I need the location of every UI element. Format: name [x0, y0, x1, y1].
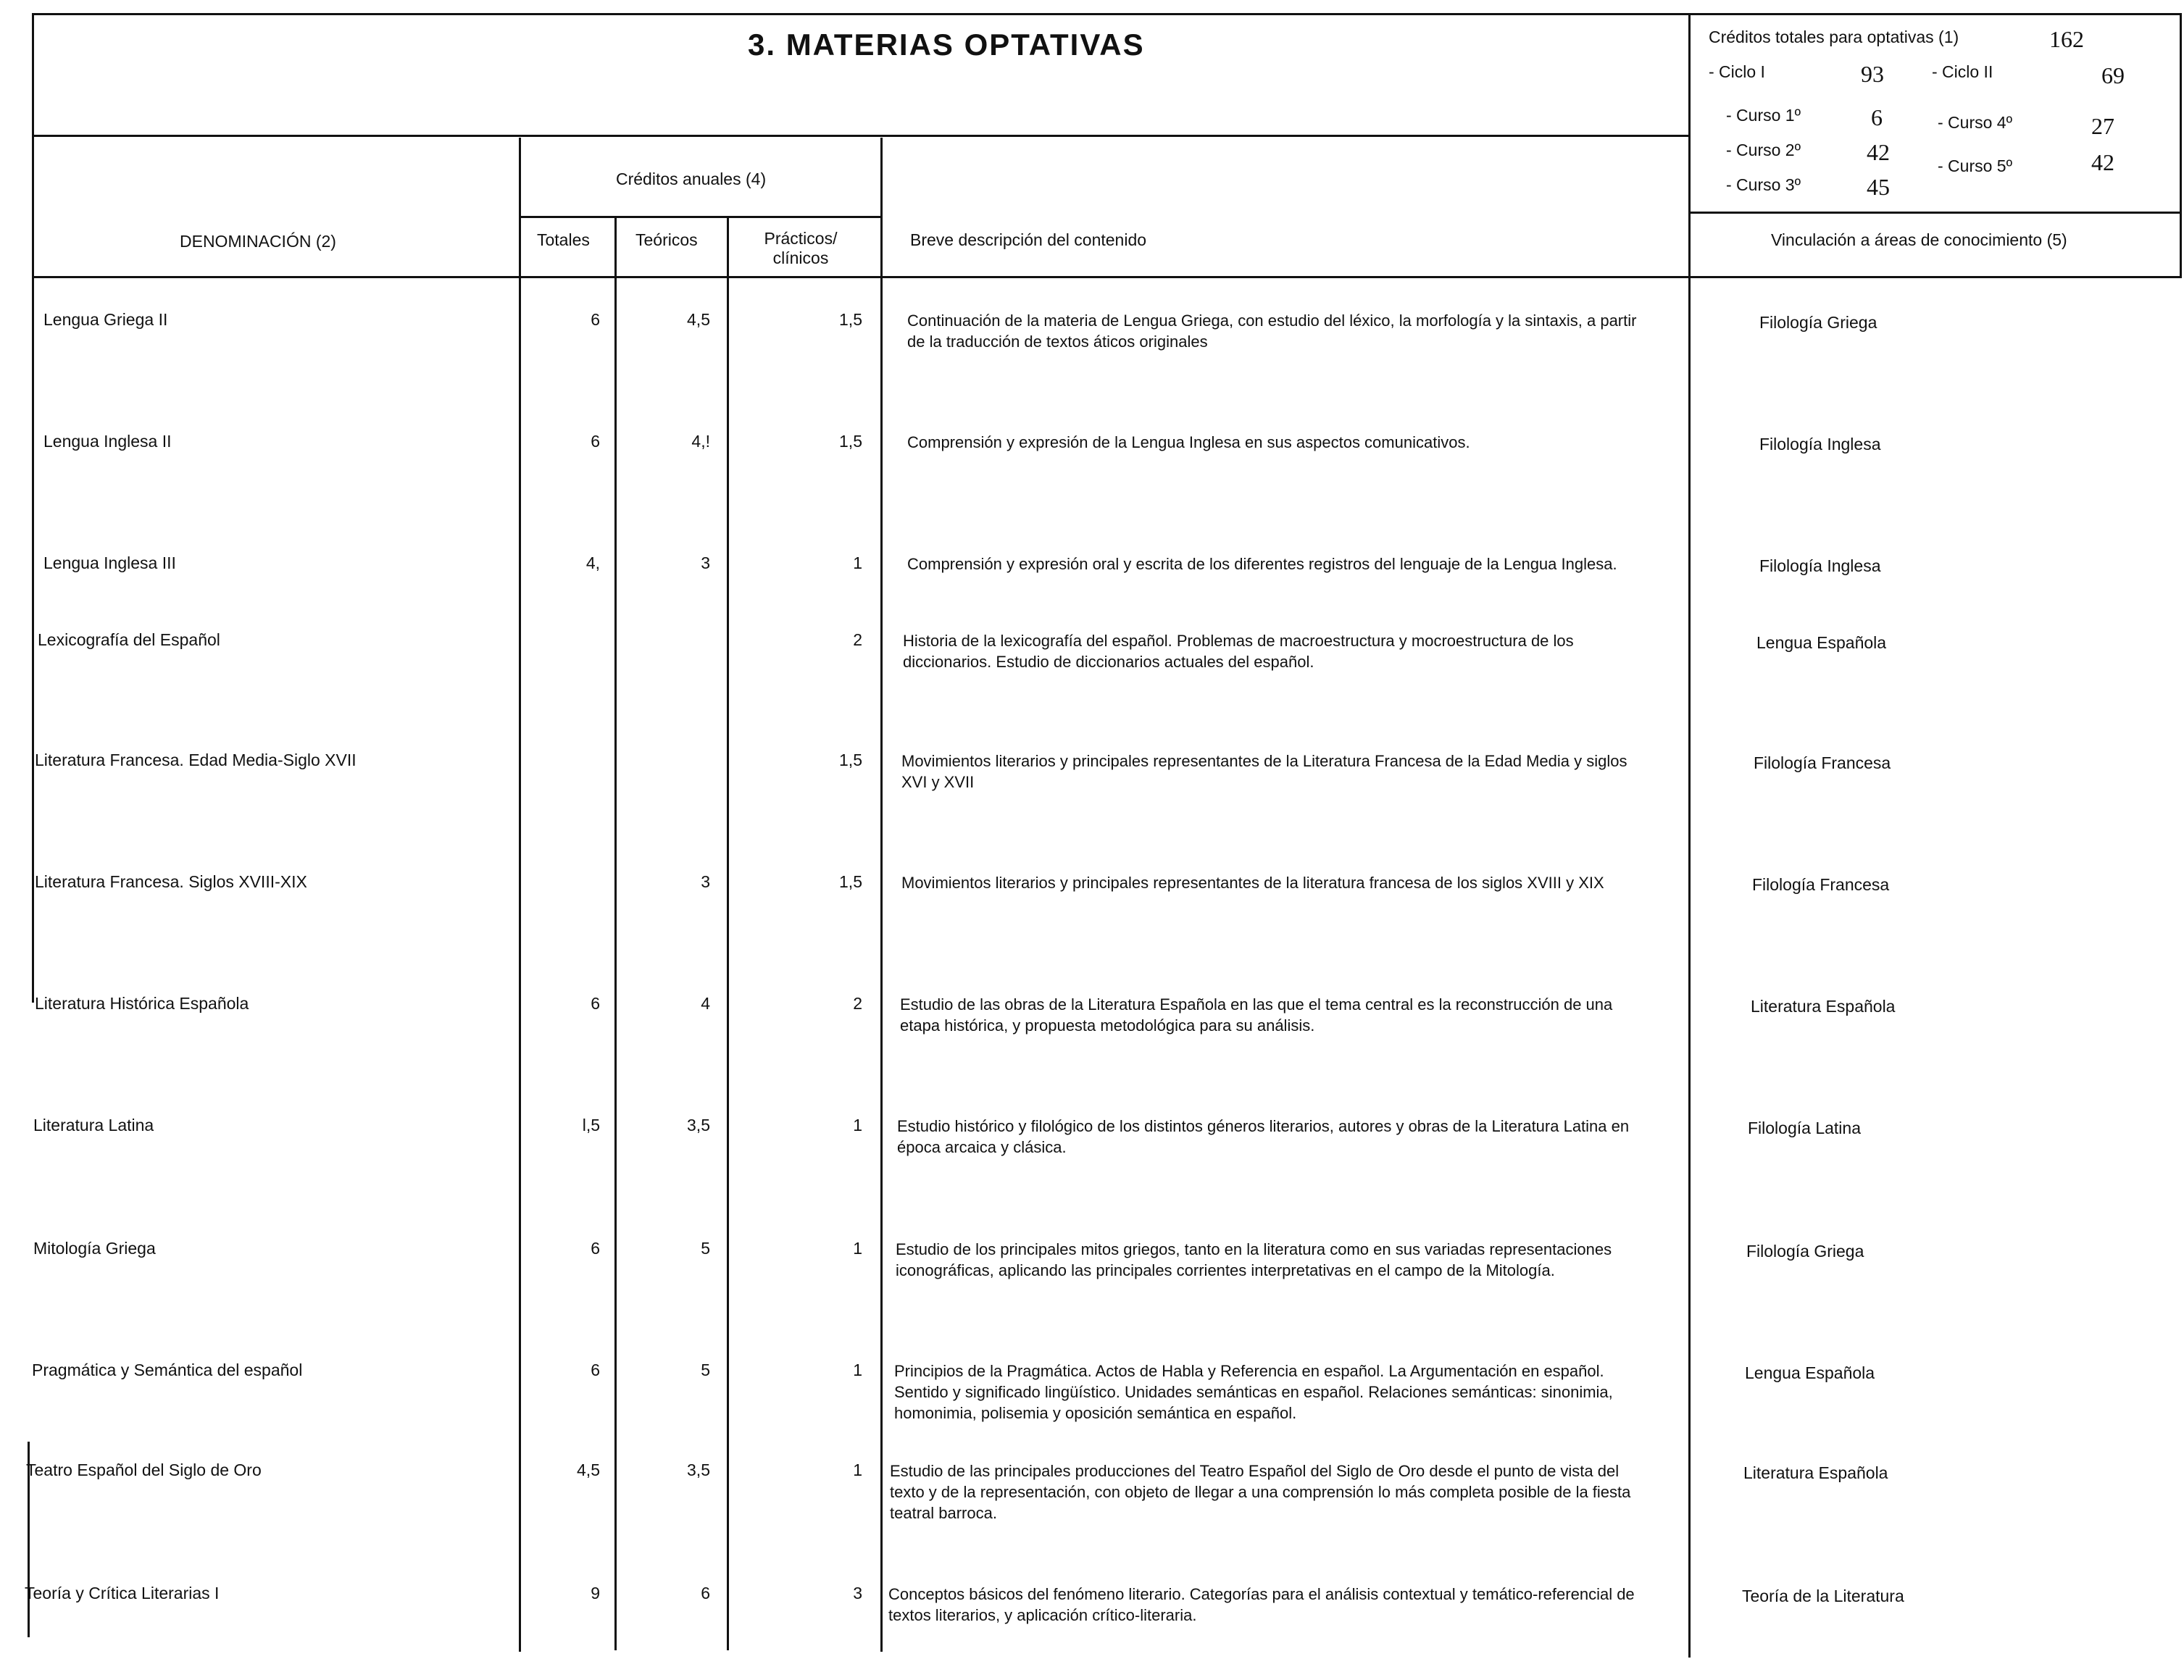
subject-description: Comprensión y expresión de la Lengua Inglesa en sus aspectos comunicativos.: [907, 433, 1470, 451]
curso5-label: - Curso 5º: [1938, 156, 2012, 175]
subject-name: Teoría y Crítica Literarias I: [25, 1584, 220, 1602]
curso2-value: 42: [1867, 139, 1890, 165]
curso4-value: 27: [2091, 113, 2114, 139]
header-bottom-line: [32, 276, 2181, 278]
header-descripcion: Breve descripción del contenido: [910, 230, 1147, 249]
subject-name: Teatro Español del Siglo de Oro: [26, 1460, 262, 1479]
header-creditos-anuales: Créditos anuales (4): [616, 170, 767, 188]
page-title: 3. MATERIAS OPTATIVAS: [748, 28, 1145, 62]
col-line-teoricos: [727, 216, 729, 1650]
curso2-label: - Curso 2º: [1726, 141, 1801, 159]
knowledge-area: Literatura Española: [1743, 1463, 1888, 1482]
curso1-label: - Curso 1º: [1726, 106, 1801, 125]
subject-description: Continuación de la materia de Lengua Griega, con estudio del léxico, la morfología y la sintaxis, a partir de la traducción de textos áticos originales: [907, 312, 1637, 351]
credits-practicos: 2: [853, 994, 862, 1013]
credits-teoricos: 5: [701, 1361, 710, 1379]
credits-totales: l,5: [582, 1116, 600, 1134]
credits-teoricos: 4,!: [691, 432, 710, 451]
knowledge-area: Filología Francesa: [1752, 875, 1890, 894]
subject-name: Literatura Histórica Española: [35, 994, 249, 1013]
subject-description: Conceptos básicos del fenómeno literario. Categorías para el análisis contextual y temático-referencial de textos literarios, y aplicación crítico-literaria.: [888, 1585, 1635, 1624]
knowledge-area: Filología Griega: [1759, 313, 1877, 332]
credits-teoricos: 3,5: [687, 1460, 710, 1479]
creditos-sub-line: [520, 216, 883, 218]
subject-description: Estudio de las principales producciones del Teatro Español del Siglo de Oro desde el punto de vista del texto y de la representación, con objeto de llegar a una comprensión lo más completa posible de la fiesta teatral barroca.: [890, 1462, 1631, 1522]
credits-teoricos: 4,5: [687, 310, 710, 329]
curso4-label: - Curso 4º: [1938, 113, 2012, 132]
credits-teoricos: 3: [701, 553, 710, 572]
subject-name: Literatura Francesa. Edad Media-Siglo XVII: [35, 751, 357, 769]
subject-description: Estudio histórico y filológico de los distintos géneros literarios, autores y obras de la Literatura Latina en época arcaica y clásica.: [897, 1117, 1630, 1156]
credits-totales: 6: [591, 310, 600, 329]
frame-top: [32, 13, 2181, 15]
col-line-totales: [614, 216, 617, 1650]
credits-practicos: 1: [853, 1460, 862, 1479]
credits-practicos: 1: [853, 1239, 862, 1258]
header-top-line: [32, 135, 1690, 137]
credits-practicos: 1,5: [839, 310, 862, 329]
divider-summary-box: [1688, 13, 1691, 1658]
subject-description: Movimientos literarios y principales representantes de la literatura francesa de los siglos XVIII y XIX: [901, 874, 1604, 892]
subject-description: Historia de la lexicografía del español. Problemas de macroestructura y mocroestructura de los diccionarios. Estudio de diccionarios actuales del español.: [903, 632, 1574, 671]
subject-name: Literatura Francesa. Siglos XVIII-XIX: [35, 872, 307, 891]
subject-description: Comprensión y expresión oral y escrita de los diferentes registros del lenguaje de la Lengua Inglesa.: [907, 555, 1617, 573]
subject-name: Mitología Griega: [33, 1239, 156, 1258]
left-edge-body: [32, 278, 34, 1003]
credits-practicos: 1,5: [839, 432, 862, 451]
header-practicos: Prácticos/ clínicos: [764, 229, 838, 267]
knowledge-area: Lengua Española: [1756, 633, 1887, 652]
subject-name: Literatura Latina: [33, 1116, 154, 1134]
credits-practicos: 3: [853, 1584, 862, 1602]
knowledge-area: Filología Inglesa: [1759, 435, 1881, 454]
ciclo2-value: 69: [2101, 62, 2125, 88]
subject-name: Lengua Griega II: [43, 310, 168, 329]
subject-name: Pragmática y Semántica del español: [32, 1361, 303, 1379]
knowledge-area: Filología Inglesa: [1759, 556, 1881, 575]
knowledge-area: Literatura Española: [1751, 997, 1896, 1016]
ciclo2-label: - Ciclo II: [1932, 62, 1993, 81]
header-totales: Totales: [537, 230, 590, 249]
header-teoricos: Teóricos: [635, 230, 698, 249]
subject-description: Estudio de los principales mitos griegos, tanto en la literatura como en sus variadas representaciones iconográficas, aplicando las principales corrientes interpretativas en el campo de la Mitología.: [896, 1240, 1612, 1279]
knowledge-area: Filología Latina: [1748, 1119, 1861, 1137]
knowledge-area: Teoría de la Literatura: [1742, 1587, 1904, 1605]
curso1-value: 6: [1871, 104, 1883, 130]
knowledge-area: Filología Francesa: [1754, 753, 1891, 772]
credits-totales: 6: [591, 432, 600, 451]
subject-description: Movimientos literarios y principales representantes de la Literatura Francesa de la Edad Media y siglos XVI y XVII: [901, 752, 1627, 791]
header-denominacion: DENOMINACIÓN (2): [180, 232, 336, 251]
subject-name: Lexicografía del Español: [38, 630, 220, 649]
frame-right: [2180, 13, 2182, 278]
credits-practicos: 1,5: [839, 751, 862, 769]
col-line-name: [519, 138, 521, 1652]
frame-left: [32, 13, 34, 278]
credits-teoricos: 5: [701, 1239, 710, 1258]
credits-practicos: 1: [853, 553, 862, 572]
credits-teoricos: 3,5: [687, 1116, 710, 1134]
subject-description: Principios de la Pragmática. Actos de Habla y Referencia en español. La Argumentación en español. Sentido y significado lingüístico. Unidades semánticas en español. Relaciones semánticas: sinonimia, homonimia, polisemia y oposición semántica en español.: [894, 1362, 1613, 1422]
credits-teoricos: 4: [701, 994, 710, 1013]
credits-totales: 6: [591, 1239, 600, 1258]
subject-name: Lengua Inglesa III: [43, 553, 176, 572]
summary-bottom-line: [1688, 212, 2181, 214]
credits-practicos: 1: [853, 1361, 862, 1379]
credits-totales: 6: [591, 994, 600, 1013]
total-credits-label: Créditos totales para optativas (1): [1709, 28, 1959, 46]
curso5-value: 42: [2091, 149, 2114, 175]
credits-practicos: 1,5: [839, 872, 862, 891]
knowledge-area: Lengua Española: [1745, 1363, 1875, 1382]
knowledge-area: Filología Griega: [1746, 1242, 1864, 1261]
total-credits-value: 162: [2049, 26, 2084, 52]
credits-totales: 6: [591, 1361, 600, 1379]
credits-totales: 4,5: [577, 1460, 600, 1479]
credits-teoricos: 6: [701, 1584, 710, 1602]
subject-description: Estudio de las obras de la Literatura Española en las que el tema central es la reconstrucción de una etapa histórica, y propuesta metodológica para su análisis.: [900, 995, 1613, 1035]
header-vinculacion: Vinculación a áreas de conocimiento (5): [1771, 230, 2067, 249]
credits-totales: 4,: [585, 553, 600, 572]
curso3-label: - Curso 3º: [1726, 175, 1801, 194]
credits-practicos: 1: [853, 1116, 862, 1134]
credits-totales: 9: [591, 1584, 600, 1602]
subject-name: Lengua Inglesa II: [43, 432, 172, 451]
credits-practicos: 2: [853, 630, 862, 649]
ciclo1-label: - Ciclo I: [1709, 62, 1765, 81]
ciclo1-value: 93: [1861, 61, 1884, 87]
col-line-practicos: [880, 138, 883, 1652]
credits-teoricos: 3: [701, 872, 710, 891]
curso3-value: 45: [1867, 174, 1890, 200]
